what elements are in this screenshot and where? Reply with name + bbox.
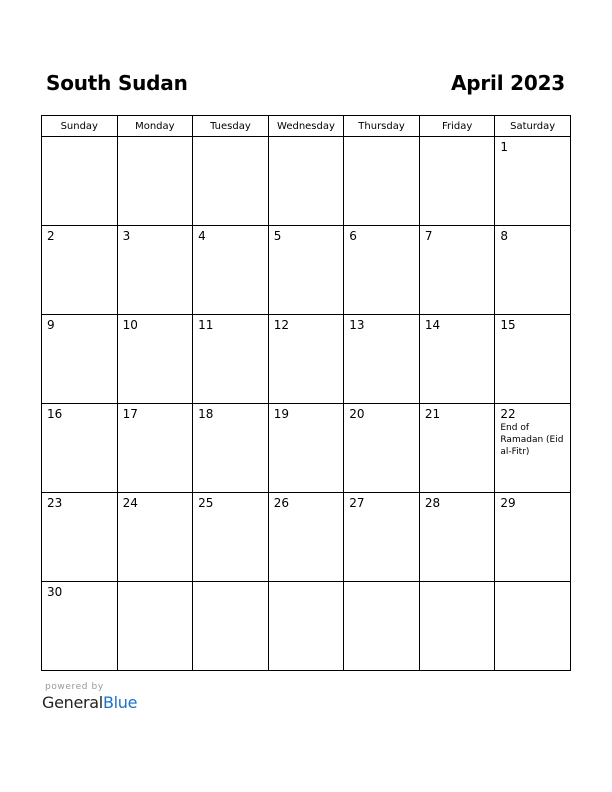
day-number: 13 [349,318,365,332]
day-number: 19 [273,407,289,421]
day-cell [419,582,495,671]
day-number: 2 [47,229,55,243]
day-number: 20 [349,407,365,421]
day-cell [193,493,269,582]
day-cell [117,582,193,671]
day-number: 8 [500,229,509,243]
day-cell [495,137,571,226]
day-number: 11 [198,318,214,332]
day-cell-holiday [495,404,571,493]
day-number: 22 [500,407,516,421]
week-row [42,315,571,404]
day-cell [344,226,420,315]
day-number: 28 [424,496,441,510]
day-number: 9 [47,318,55,332]
day-number: 30 [47,585,63,599]
day-cell [419,493,495,582]
week-row [42,582,571,671]
day-number: 27 [349,496,365,510]
day-number: 12 [273,318,289,332]
day-cell [42,493,118,582]
day-cell [344,493,420,582]
day-cell [268,582,344,671]
day-cell [495,493,571,582]
holiday-label: End of Ramadan (Eid al-Fitr) [500,423,564,457]
day-number: 6 [349,229,357,243]
day-cell [268,404,344,493]
day-number: 17 [122,407,138,421]
week-row [42,493,571,582]
day-cell [117,226,193,315]
day-number: 26 [273,496,289,510]
day-number: 25 [198,496,214,510]
day-cell [495,226,571,315]
day-number: 18 [198,407,214,421]
day-cell [193,315,269,404]
day-cell [344,315,420,404]
day-cell [344,404,420,493]
weekday-header: Thursday [344,116,420,137]
day-cell [42,582,118,671]
day-number: 23 [47,496,63,510]
day-cell [268,226,344,315]
week-row [42,226,571,315]
day-number: 15 [500,318,516,332]
day-number: 1 [500,140,509,154]
weekday-header: Tuesday [193,116,269,137]
day-cell [117,137,193,226]
weekday-header: Friday [419,116,495,137]
day-number: 14 [424,318,441,332]
day-cell [268,493,344,582]
day-cell [117,493,193,582]
day-cell [344,137,420,226]
calendar-grid [41,115,571,671]
week-row [42,137,571,226]
day-number: 21 [424,407,441,421]
day-number: 3 [122,229,131,243]
day-number: 16 [47,407,63,421]
brand-logo[interactable] [42,693,137,712]
week-row [42,404,571,493]
day-number: 29 [500,496,516,510]
day-cell [268,137,344,226]
day-cell [344,582,420,671]
day-cell [495,582,571,671]
day-cell [495,315,571,404]
brand-blue-text: Blue [102,693,138,712]
brand-general-text: General [42,693,103,712]
day-cell [193,137,269,226]
weekday-header: Wednesday [268,116,344,137]
day-cell [193,582,269,671]
day-number: 4 [198,229,206,243]
weekday-header: Sunday [42,116,118,137]
day-cell [193,226,269,315]
day-cell [193,404,269,493]
day-cell [419,226,495,315]
country-title: South Sudan [46,71,188,95]
day-number: 24 [122,496,138,510]
day-cell [419,137,495,226]
weekday-header: Monday [117,116,193,137]
day-number: 7 [424,229,433,243]
day-cell [419,315,495,404]
day-number: 5 [273,229,282,243]
month-year-title: April 2023 [451,71,565,95]
weekday-header: Saturday [495,116,571,137]
day-cell [117,315,193,404]
day-number: 10 [122,318,138,332]
day-cell [42,404,118,493]
day-cell [117,404,193,493]
day-cell [419,404,495,493]
weekday-header-row [42,116,571,137]
day-cell [42,315,118,404]
day-cell [268,315,344,404]
powered-by-text: powered by [45,682,104,692]
day-cell [42,226,118,315]
day-cell [42,137,118,226]
